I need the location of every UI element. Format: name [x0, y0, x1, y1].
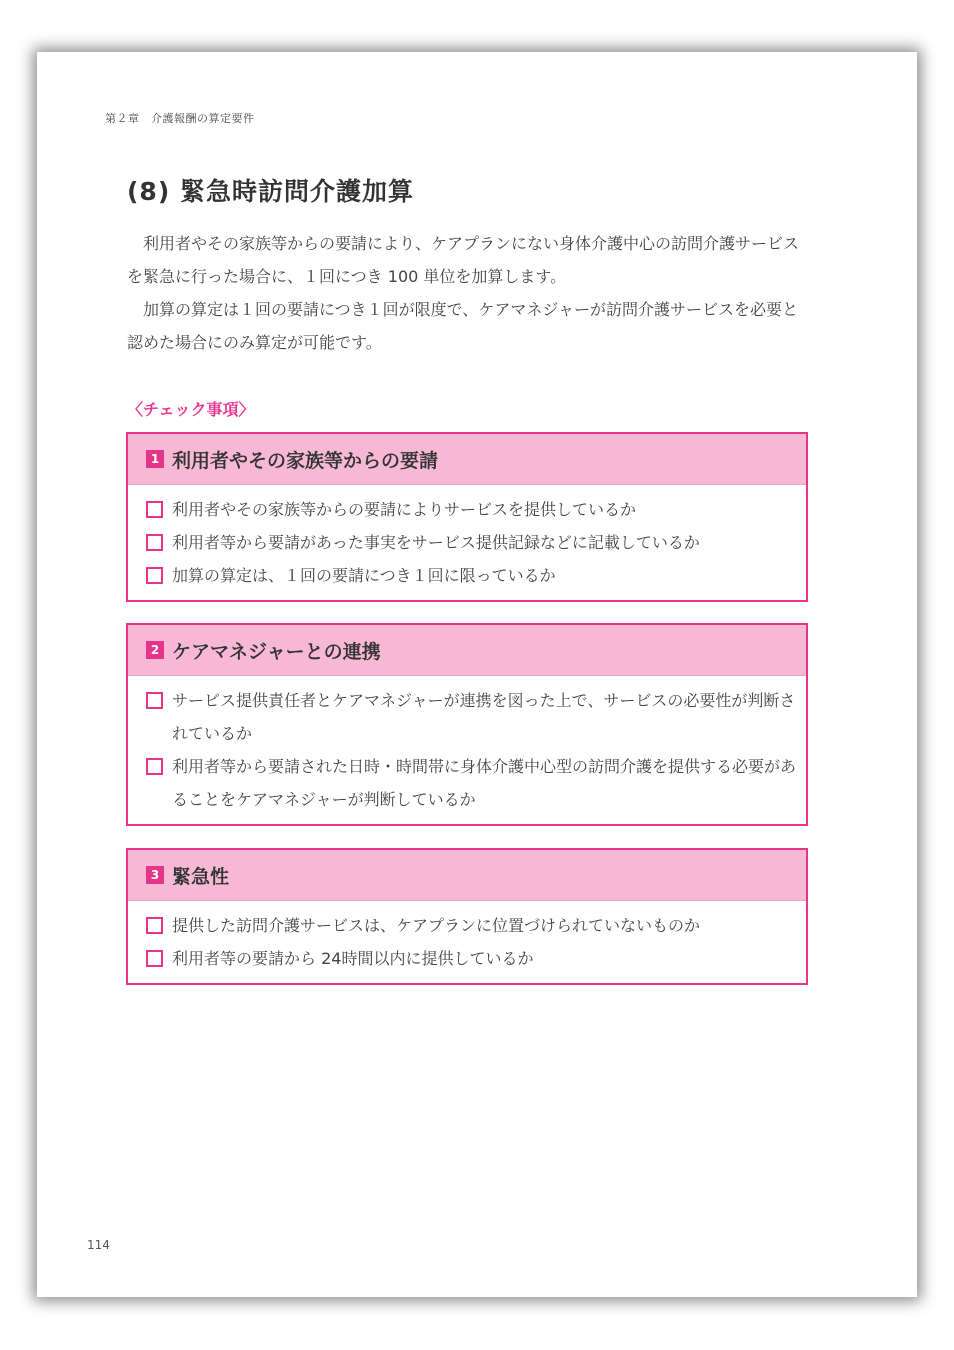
box-number-badge: 1	[146, 450, 164, 468]
checklist-item	[146, 909, 796, 942]
checklist-box-header	[128, 434, 806, 485]
page-number: 114	[87, 1238, 110, 1252]
checkbox-icon[interactable]	[146, 950, 163, 967]
checklist	[128, 676, 806, 824]
checkbox-icon[interactable]	[146, 567, 163, 584]
box-title: ケアマネジャーとの連携	[172, 640, 381, 663]
checklist-item	[146, 684, 796, 750]
checklist-item	[146, 493, 796, 526]
box-number-badge: 3	[146, 866, 164, 884]
intro-paragraph: 利用者やその家族等からの要請により、ケアプランにない身体介護中心の訪問介護サービスを緊急に行った場合に、１回につき 100 単位を加算します。	[127, 234, 800, 286]
checkbox-icon[interactable]	[146, 692, 163, 709]
checklist-box-3	[126, 848, 808, 985]
checklist-item	[146, 526, 796, 559]
checklist-item-text: 利用者等から要請された日時・時間帯に身体介護中心型の訪問介護を提供する必要があることをケアマネジャーが判断しているか	[172, 757, 797, 809]
running-head: 第２章 介護報酬の算定要件	[105, 112, 255, 125]
checklist-item	[146, 942, 796, 975]
checklist-item-text: 利用者等から要請があった事実をサービス提供記録などに記載しているか	[172, 533, 700, 552]
checkbox-icon[interactable]	[146, 758, 163, 775]
checklist-item-text: 利用者等の要請から 24時間以内に提供しているか	[172, 949, 534, 968]
checklist-item	[146, 750, 796, 816]
section-title: (8) 緊急時訪問介護加算	[127, 177, 414, 206]
document-page	[37, 52, 917, 1297]
intro-text	[127, 227, 807, 359]
checklist	[128, 901, 806, 983]
checklist-item-text: 加算の算定は、１回の要請につき１回に限っているか	[172, 566, 556, 585]
checklist-item-text: サービス提供責任者とケアマネジャーが連携を図った上で、サービスの必要性が判断されているか	[172, 691, 796, 743]
checklist-box-header	[128, 625, 806, 676]
checklist-box-1	[126, 432, 808, 602]
checkbox-icon[interactable]	[146, 501, 163, 518]
checklist-item	[146, 559, 796, 592]
checkbox-icon[interactable]	[146, 917, 163, 934]
checklist-box-header	[128, 850, 806, 901]
checklist-box-2	[126, 623, 808, 826]
checklist-item-text: 利用者やその家族等からの要請によりサービスを提供しているか	[172, 500, 637, 519]
check-items-heading: 〈チェック事項〉	[127, 400, 255, 419]
box-title: 利用者やその家族等からの要請	[172, 449, 439, 472]
checklist-item-text: 提供した訪問介護サービスは、ケアプランに位置づけられていないものか	[172, 916, 701, 935]
checklist	[128, 485, 806, 600]
box-title: 緊急性	[172, 865, 230, 888]
checkbox-icon[interactable]	[146, 534, 163, 551]
box-number-badge: 2	[146, 641, 164, 659]
intro-paragraph: 加算の算定は１回の要請につき１回が限度で、ケアマネジャーが訪問介護サービスを必要と認めた場合にのみ算定が可能です。	[127, 300, 799, 352]
